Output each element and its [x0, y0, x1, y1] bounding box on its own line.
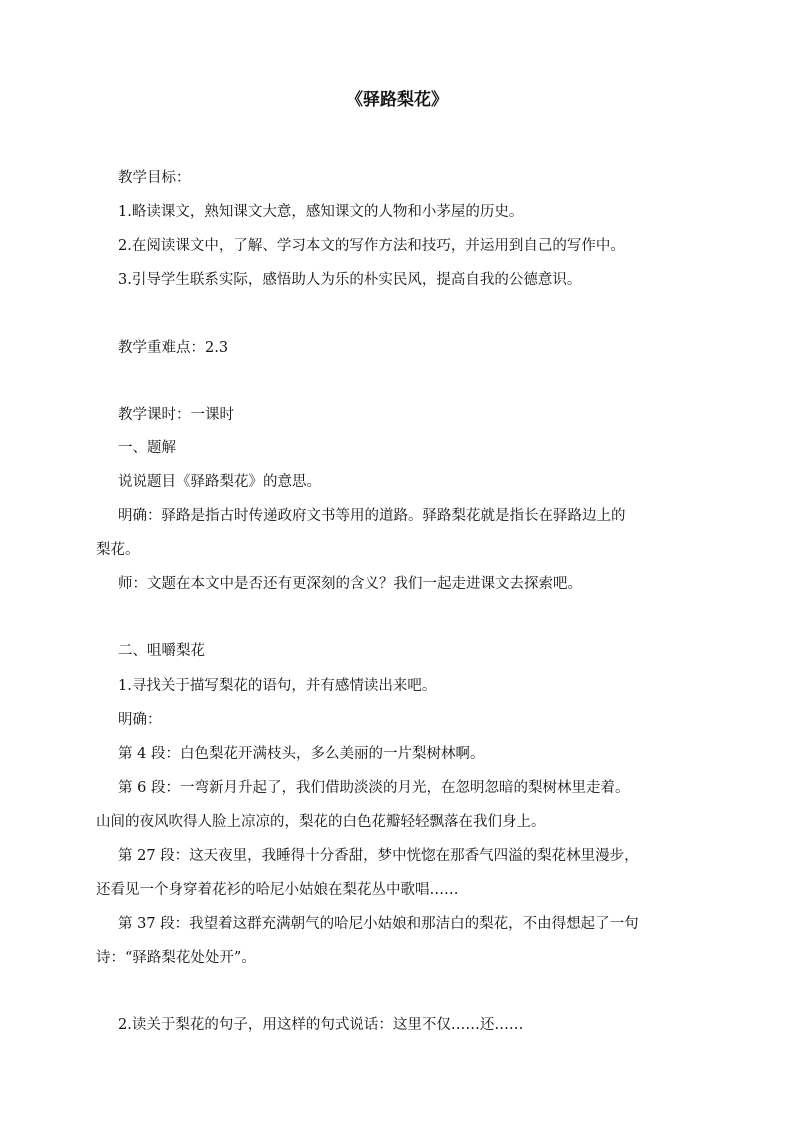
- paragraph-line: 2.读关于梨花的句子，用这样的句式说话：这里不仅……还……: [118, 1017, 524, 1033]
- paragraph-line: 诗：“驿路梨花处处开”。: [96, 950, 256, 966]
- key-points-line: 教学重难点：2.3: [118, 340, 229, 356]
- objective-item: 1.略读课文，熟知课文大意，感知课文的人物和小茅屋的历史。: [118, 204, 524, 220]
- paragraph-line: 山间的夜风吹得人脸上凉凉的，梨花的白色花瓣轻轻飘落在我们身上。: [96, 814, 546, 830]
- section-heading: 一、题解: [118, 440, 176, 456]
- paragraph-line: 还看见一个身穿着花衫的哈尼小姑娘在梨花丛中歌唱……: [96, 882, 459, 898]
- lesson-hours-line: 教学课时：一课时: [118, 407, 234, 423]
- objective-item: 2.在阅读课文中，了解、学习本文的写作方法和技巧，并运用到自己的写作中。: [118, 238, 625, 254]
- paragraph-line: 明确：: [118, 712, 162, 728]
- document-title: 《驿路梨花》: [346, 90, 448, 110]
- paragraph-line: 第 6 段：一弯新月升起了，我们借助淡淡的月光，在忽明忽暗的梨树林里走着。: [118, 780, 630, 796]
- section-label-objectives: 教学目标：: [118, 170, 191, 186]
- paragraph-line: 明确：驿路是指古时传递政府文书等用的道路。驿路梨花就是指长在驿路边上的: [118, 508, 626, 524]
- paragraph-line: 第 37 段：我望着这群充满朝气的哈尼小姑娘和那洁白的梨花，不由得想起了一句: [118, 916, 639, 932]
- paragraph-line: 说说题目《驿路梨花》的意思。: [118, 474, 321, 490]
- paragraph-line: 第 27 段：这天夜里，我睡得十分香甜，梦中恍惚在那香气四溢的梨花林里漫步，: [118, 848, 639, 864]
- section-heading: 二、咀嚼梨花: [118, 643, 205, 659]
- paragraph-line: 第 4 段：白色梨花开满枝头，多么美丽的一片梨树林啊。: [118, 746, 485, 762]
- paragraph-line: 梨花。: [96, 542, 140, 558]
- objective-item: 3.引导学生联系实际，感悟助人为乐的朴实民风，提高自我的公德意识。: [118, 272, 582, 288]
- paragraph-line: 师：文题在本文中是否还有更深刻的含义？我们一起走进课文去探索吧。: [118, 576, 582, 592]
- paragraph-line: 1.寻找关于描写梨花的语句，并有感情读出来吧。: [118, 678, 437, 694]
